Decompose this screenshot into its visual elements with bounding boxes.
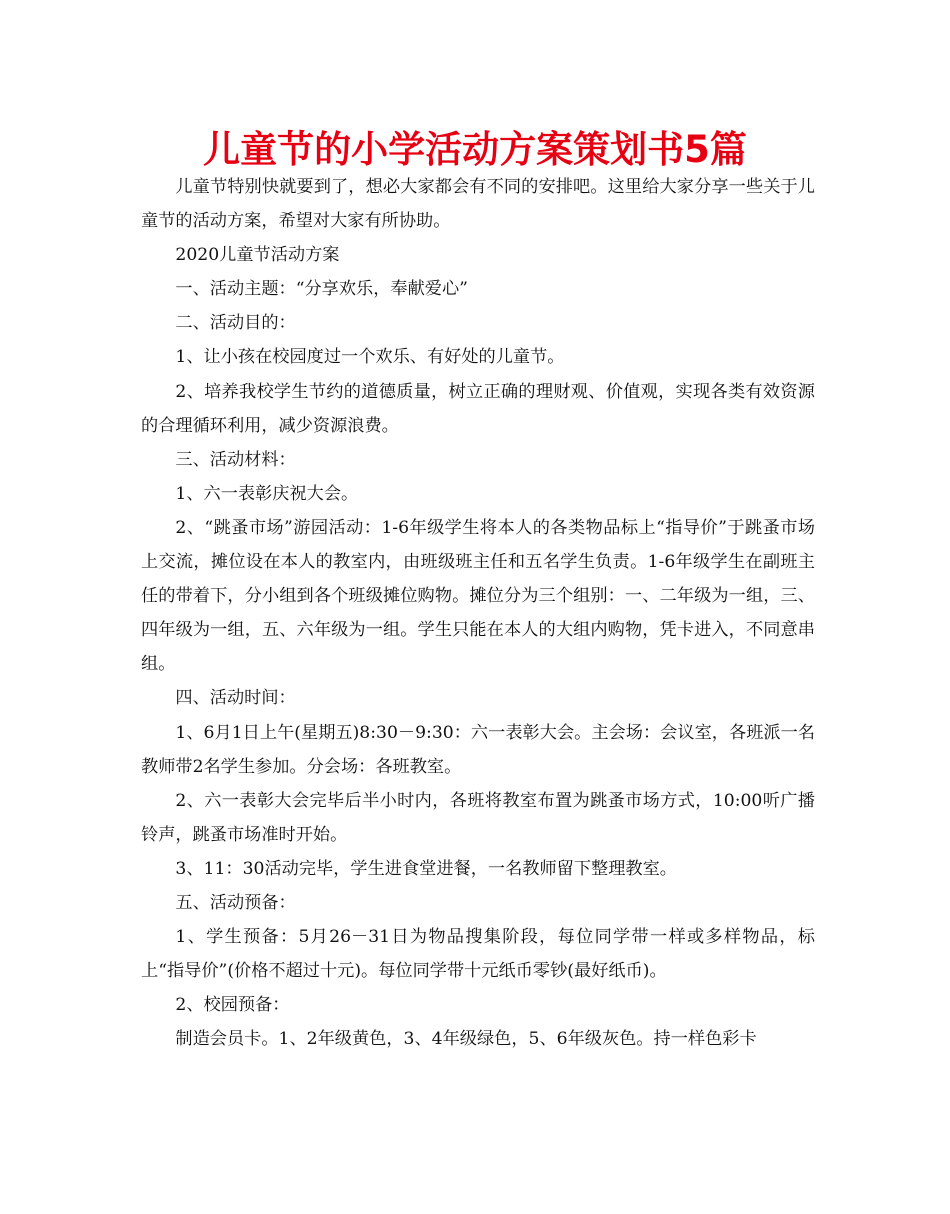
paragraph: 四、活动时间： <box>175 688 296 709</box>
paragraph: 1、六一表彰庆祝大会。 <box>175 483 359 504</box>
paragraph: 一、活动主题：“分享欢乐，奉献爱心” <box>175 279 468 300</box>
paragraph: 1、6月1日上午(星期五)8:30－9:30：六一表彰大会。主会场：会议室，各班派一名教师带2名学生参加。分会场：各班教室。 <box>141 722 815 777</box>
paragraph: 2、“跳蚤市场”游园活动：1-6年级学生将本人的各类物品标上“指导价”于跳蚤市场上交流，摊位设在本人的教室内，由班级班主任和五名学生负责。1-6年级学生在副班主任的带着下，分小组到各个班级摊位购物。摊位分为三个组别：一、二年级为一组，三、四年级为一组，五、六年级为一组。学生只能在本人的大组内购物，凭卡进入，不同意串组。 <box>141 517 815 675</box>
paragraph: 1、学生预备：5月26－31日为物品搜集阶段，每位同学带一样或多样物品，标上“指导价”(价格不超过十元)。每位同学带十元纸币零钞(最好纸币)。 <box>141 927 815 982</box>
paragraph: 2020儿童节活动方案 <box>175 245 340 266</box>
paragraph: 制造会员卡。1、2年级黄色，3、4年级绿色，5、6年级灰色。持一样色彩卡 <box>175 1029 757 1050</box>
paragraph: 2、校园预备： <box>175 995 290 1016</box>
document-body <box>141 170 815 1056</box>
paragraph: 三、活动材料： <box>175 449 296 470</box>
paragraph: 儿童节特别快就要到了，想必大家都会有不同的安排吧。这里给大家分享一些关于儿童节的活动方案，希望对大家有所协助。 <box>141 177 815 232</box>
paragraph: 2、六一表彰大会完毕后半小时内，各班将教室布置为跳蚤市场方式，10:00听广播铃声，跳蚤市场准时开始。 <box>141 790 815 845</box>
paragraph: 2、培养我校学生节约的道德质量，树立正确的理财观、价值观，实现各类有效资源的合理循环利用，减少资源浪费。 <box>141 381 815 436</box>
paragraph: 五、活动预备： <box>175 892 296 913</box>
paragraph: 二、活动目的： <box>175 313 296 334</box>
document-title: 儿童节的小学活动方案策划书5篇 <box>203 128 747 171</box>
paragraph: 1、让小孩在校园度过一个欢乐、有好处的儿童节。 <box>175 347 565 368</box>
paragraph: 3、11：30活动完毕，学生进食堂进餐，一名教师留下整理教室。 <box>175 858 677 879</box>
